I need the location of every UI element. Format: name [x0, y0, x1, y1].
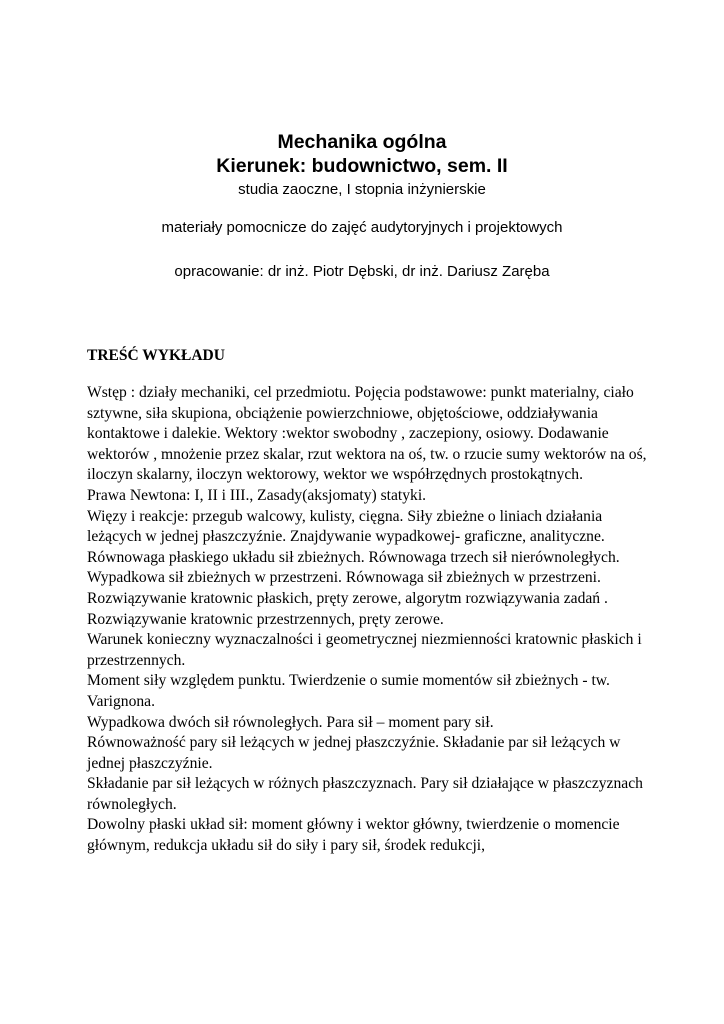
content-paragraph: Składanie par sił leżących w różnych płaszczyznach. Pary sił działające w płaszczyznach równoległych. — [87, 775, 643, 813]
section-heading: TREŚĆ WYKŁADU — [87, 347, 225, 364]
content-paragraph: Warunek konieczny wyznaczalności i geometrycznej niezmienności kratownic płaskich i przestrzennych. — [87, 631, 642, 669]
document-title: Mechanika ogólna — [277, 131, 447, 153]
document-subtitle: Kierunek: budownictwo, sem. II — [216, 155, 508, 177]
authors-line: opracowanie: dr inż. Piotr Dębski, dr inż. Dariusz Zaręba — [174, 263, 550, 280]
content-paragraph: Wypadkowa dwóch sił równoległych. Para sił – moment pary sił. — [87, 713, 494, 731]
materials-line: materiały pomocnicze do zajęć audytoryjnych i projektowych — [161, 219, 563, 236]
content-paragraph: Dowolny płaski układ sił: moment główny i wektor główny, twierdzenie o momencie głównym, redukcja układu sił do siły i pary sił, środek redukcji, — [87, 816, 620, 855]
content-paragraph: Więzy i reakcje: przegub walcowy, kulisty, cięgna. Siły zbieżne o liniach działania leżących w jednej płaszczyźnie. Znajdywanie wypadkowej- graficzne, analityczne. Równowaga płaskiego układu sił zbieżnych. Równowaga trzech sił nierównoległych. — [87, 507, 620, 566]
content-paragraph: Rozwiązywanie kratownic przestrzennych, pręty zerowe. — [87, 610, 444, 628]
content-paragraph: Równoważność pary sił leżących w jednej płaszczyźnie. Składanie par sił leżących w jednej płaszczyźnie. — [87, 734, 621, 772]
content-paragraph: Wstęp : działy mechaniki, cel przedmiotu. Pojęcia podstawowe: punkt materialny, ciało sztywne, siła skupiona, obciążenie powierzchniowe, objętościowe, oddziaływania kontaktowe i dalekie. Wektory :wektor swobodny , zaczepiony, osiowy. Dodawanie wektorów , mnożenie przez skalar, rzut wektora na oś, tw. o rzucie sumy wektorów na oś, iloczyn skalarny, iloczyn wektorowy, wektor we współrzędnych prostokątnych. — [87, 384, 647, 484]
content-paragraph: Prawa Newtona: I, II i III., Zasady(aksjomaty) statyki. — [87, 486, 427, 504]
content-paragraph: Moment siły względem punktu. Twierdzenie o sumie momentów sił zbieżnych - tw. Varignona. — [87, 672, 610, 710]
study-mode-line: studia zaoczne, I stopnia inżynierskie — [238, 181, 486, 198]
lecture-content — [87, 383, 657, 857]
document-header — [0, 130, 724, 281]
content-paragraph: Wypadkowa sił zbieżnych w przestrzeni. Równowaga sił zbieżnych w przestrzeni. — [87, 569, 601, 587]
content-paragraph: Rozwiązywanie kratownic płaskich, pręty zerowe, algorytm rozwiązywania zadań . — [87, 589, 608, 607]
